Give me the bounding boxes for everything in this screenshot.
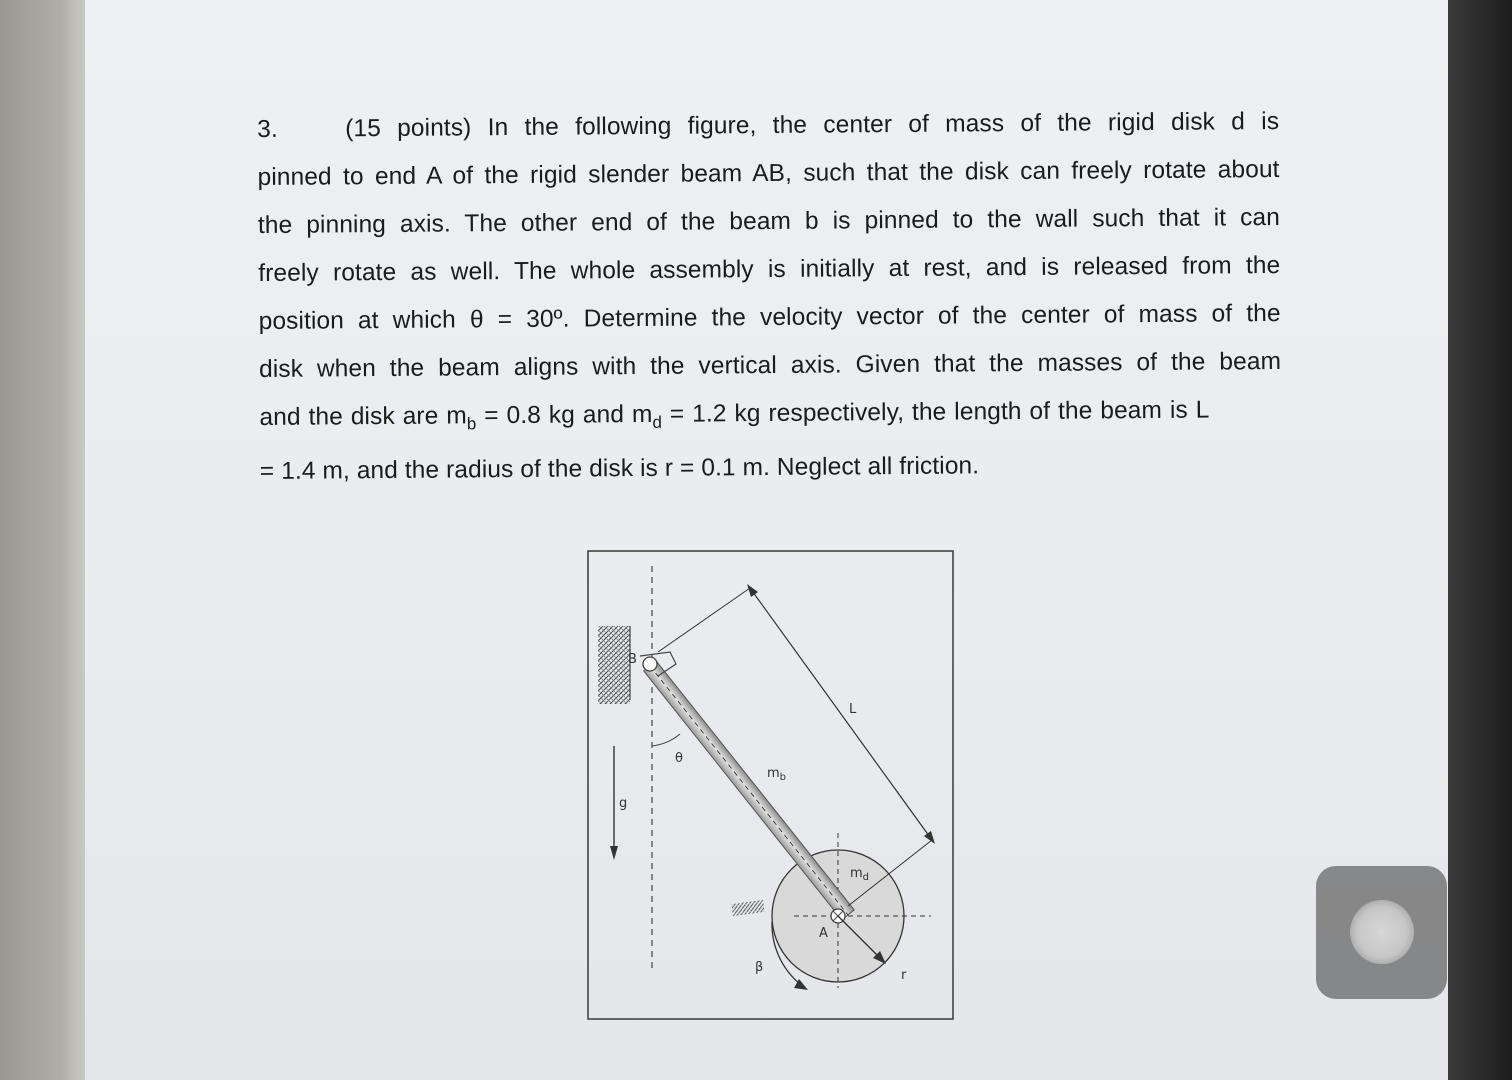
label-r: r (901, 968, 907, 983)
label-mb: $m_b$ (767, 766, 787, 783)
pin-b (643, 657, 657, 671)
device-bezel-right (1448, 0, 1512, 1080)
problem-line-7: and the disk are $m_b = 0.8$ kg and $m_d = 1.2$ kg respectively, the length of the beam is L (259, 396, 1210, 434)
ground-hatch (731, 900, 764, 916)
figure-frame (588, 551, 953, 1019)
label-a: A (819, 926, 828, 941)
label-g: g (619, 796, 628, 811)
figure-drawing (586, 548, 956, 1020)
length-extension-top (658, 588, 750, 652)
length-dimension (750, 588, 932, 840)
problem-statement (257, 100, 1282, 498)
label-md: $m_d$ (850, 866, 870, 883)
length-arrowhead-top (747, 584, 758, 597)
device-bezel-left (0, 0, 85, 1080)
label-theta: θ (675, 751, 683, 766)
problem-line-2: pinned to end A of the rigid slender beam AB, such that the disk can freely rotate about (257, 155, 1280, 191)
problem-line-4: freely rotate as well. The whole assembly is initially at rest, and is released from the (258, 251, 1281, 287)
wall-hatch (598, 626, 630, 704)
beam (644, 661, 857, 920)
label-b: B (628, 652, 637, 667)
problem-line-6: disk when the beam aligns with the vertical axis. Given that the masses of the beam (258, 347, 1282, 383)
problem-line-1: 3. (15 points) In the following figure, the center of mass of the rigid disk d is (257, 100, 1279, 156)
problem-line-8: = 1.4 m, and the radius of the disk is r = 0.1 m. Neglect all friction. (259, 452, 980, 485)
label-l: L (849, 702, 857, 717)
assistive-touch-icon (1350, 900, 1414, 964)
assistive-touch-button[interactable] (1316, 866, 1447, 999)
problem-line-5: position at which θ = 30º. Determine the velocity vector of the center of mass of the (258, 299, 1281, 335)
theta-arc (652, 734, 680, 746)
beam-group (644, 661, 857, 920)
mechanism-figure (586, 548, 956, 1020)
gravity-arrowhead (610, 846, 618, 860)
label-beta: β (755, 960, 764, 975)
problem-line-3: the pinning axis. The other end of the beam b is pinned to the wall such that it can (257, 203, 1280, 239)
problem-number: 3. (257, 115, 278, 143)
